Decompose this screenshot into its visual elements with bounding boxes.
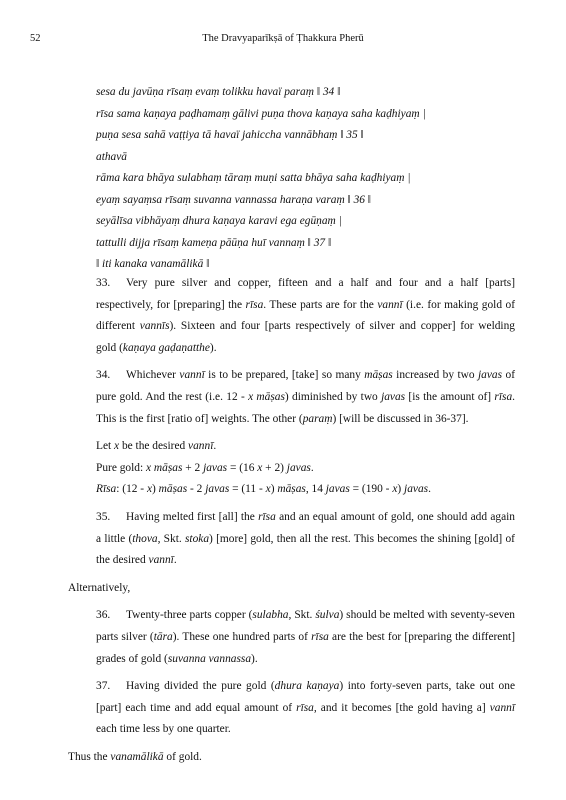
page-number: 52 — [30, 33, 41, 44]
closing-line: Thus the vanamālikā of gold. — [68, 750, 202, 763]
verse-line: rīsa sama kaṇaya paḍhamaṃ gālivi puṇa thova kaṇaya saha kaḍhiyaṃ | — [96, 107, 426, 120]
verse-line: ‖ iti kanaka vanamālikā ‖ — [96, 258, 210, 270]
verse-line: eyaṃ sayaṃsa rīsaṃ suvanna vannassa haraṇa varaṃ ‖ 36 ‖ — [96, 193, 372, 206]
formula-line: Let x be the desired vannī. — [96, 440, 217, 453]
paragraph-36: 36. Twenty-three parts copper (sulabha, Skt. śulva) should be melted with seventy-seven parts silver (tāra). These one hundred parts of rīsa are the best for [preparing the different] grades of gold (suvanna vannassa). — [96, 609, 516, 665]
page-header — [30, 33, 536, 47]
verse-line: sesa du javūṇa rīsaṃ evaṃ tolikku havaï paraṃ ‖ 34 ‖ — [96, 86, 341, 98]
formula-line: Pure gold: x māṣas + 2 javas = (16 x + 2) javas. — [96, 461, 314, 474]
running-title: The Dravyaparīkṣā of Ṭhakkura Pherū — [202, 33, 364, 44]
paragraph-35: 35. Having melted first [all] the rīsa and an equal amount of gold, one should add again a little (thova, Skt. stoka) [more] gold, then all the rest. This becomes the shining [gold] of the desired vannī. — [96, 510, 515, 567]
translation-body — [68, 273, 515, 768]
verse-line: seyālīsa vibhāyaṃ dhura kaṇaya karavi ega egūṇaṃ | — [96, 215, 342, 227]
verse-line: athavā — [96, 150, 128, 163]
verse-block — [96, 82, 516, 276]
verse-line: rāma kara bhāya sulabhaṃ tāraṃ muṇi satta bhāya saha kaḍhiyaṃ | — [96, 172, 411, 184]
paragraph-34: 34. Whichever vannī is to be prepared, [take] so many māṣas increased by two javas of pure gold. And the rest (i.e. 12 - x māṣas) diminished by two javas [is the amount of] rīsa. This is the first [ratio of] weights. The other (paraṃ) [will be discussed in 36-37]. — [96, 369, 516, 425]
alternatively-line: Alternatively, — [68, 581, 131, 594]
paragraph-33: 33. Very pure silver and copper, fifteen and a half and four and a half [parts] respectively, for [preparing] the rīsa. These parts are for the vannī (i.e. for making gold of different vannīs). Sixteen and four [parts respectively of silver and copper] for welding gold (kaṇaya gaḍaṇatthe). — [96, 277, 515, 354]
formula-line: Rīsa: (12 - x) māṣas - 2 javas = (11 - x) māṣas, 14 javas = (190 - x) javas. — [96, 483, 431, 496]
verse-line: puṇa sesa sahā vaṭṭiya tā havaï jahiccha vannābhaṃ ‖ 35 ‖ — [96, 129, 364, 141]
verse-line: tattulli dijja rīsaṃ kameṇa pāūṇa huī vannaṃ ‖ 37 ‖ — [96, 236, 332, 249]
paragraph-37: 37. Having divided the pure gold (dhura kaṇaya) into forty-seven parts, take out one [part] each time and add equal amount of rīsa, and it becomes [the gold having a] vannī each time less by one quarter. — [96, 680, 516, 736]
